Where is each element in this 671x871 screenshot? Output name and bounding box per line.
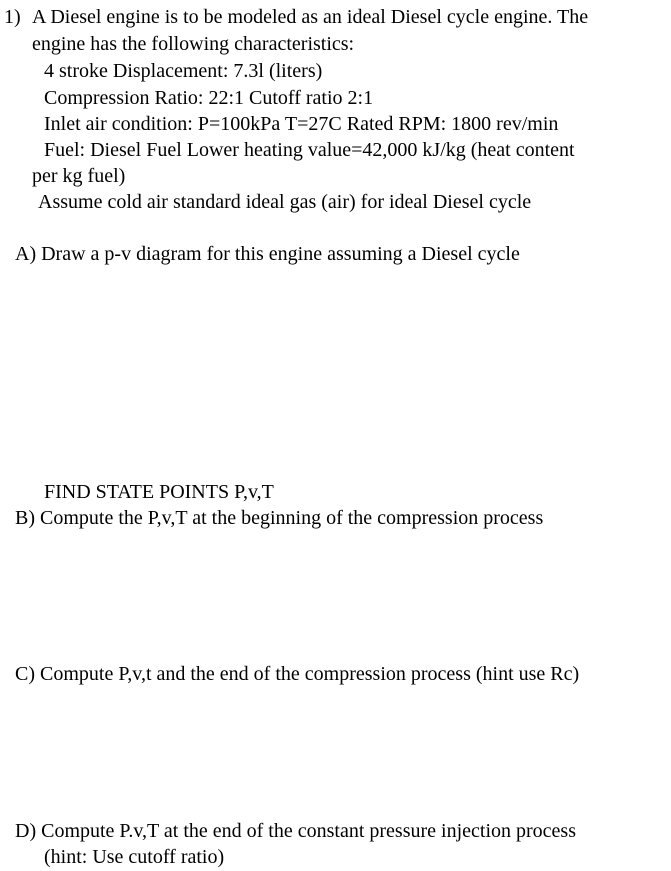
problem-intro-line-1: A Diesel engine is to be modeled as an ideal Diesel cycle engine. The — [32, 6, 589, 28]
problem-intro-line-2: engine has the following characteristics: — [32, 33, 355, 55]
problem-number: 1) — [4, 6, 21, 28]
spec-compression-ratio: Compression Ratio: 22:1 Cutoff ratio 2:1 — [44, 87, 374, 109]
find-state-points-heading: FIND STATE POINTS P,v,T — [44, 481, 274, 503]
part-b: B) Compute the P,v,T at the beginning of the compression process — [15, 507, 544, 529]
spec-displacement: 4 stroke Displacement: 7.3l (liters) — [44, 60, 323, 82]
part-a: A) Draw a p-v diagram for this engine assuming a Diesel cycle — [15, 243, 520, 265]
part-c: C) Compute P,v,t and the end of the compression process (hint use Rc) — [15, 663, 580, 685]
spec-fuel-continued: per kg fuel) — [32, 165, 126, 187]
spec-fuel: Fuel: Diesel Fuel Lower heating value=42,000 kJ/kg (heat content — [44, 139, 575, 161]
part-d: D) Compute P.v,T at the end of the constant pressure injection process — [15, 820, 576, 842]
assumption: Assume cold air standard ideal gas (air) for ideal Diesel cycle — [38, 191, 532, 213]
part-d-hint: (hint: Use cutoff ratio) — [44, 846, 225, 868]
spec-inlet-air: Inlet air condition: P=100kPa T=27C Rated RPM: 1800 rev/min — [44, 113, 559, 135]
